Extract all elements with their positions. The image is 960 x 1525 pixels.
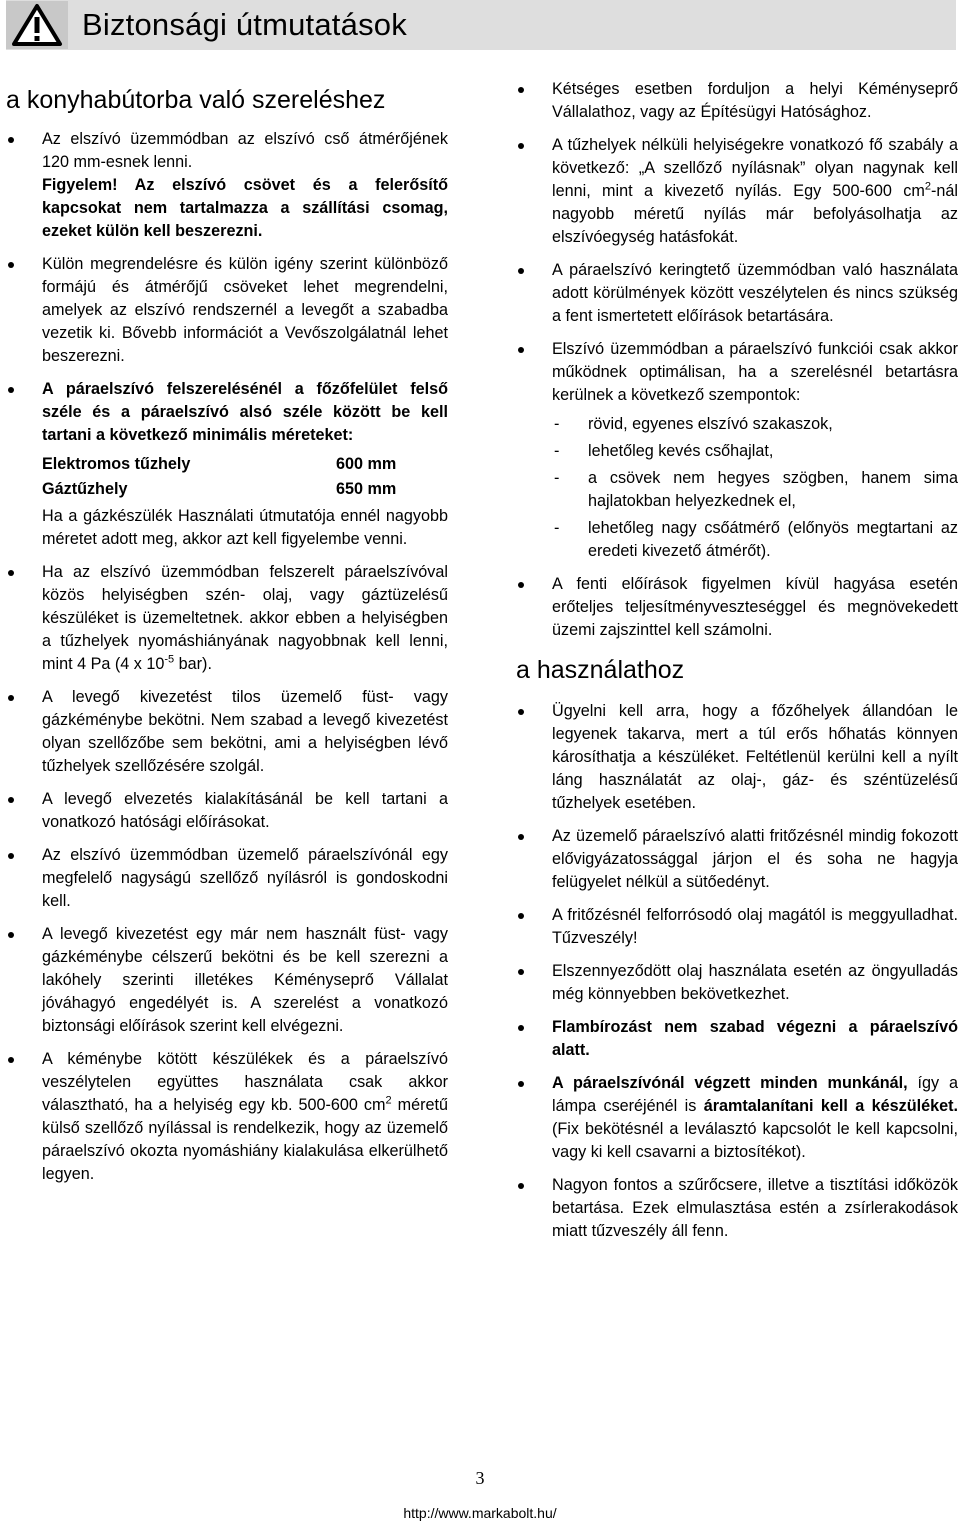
item-text: Az elszívó üzemmódban üzemelő páraelszívónál egy megfelelő nagyságú szellőző nyílásról is gondoskodni kell.	[42, 846, 448, 910]
list-item	[6, 1048, 448, 1186]
list-item	[6, 844, 448, 913]
item-bold-text: Figyelem! Az elszívó csövet és a felerősítő kapcsokat nem tartalmazza a szállítási csomag, ezeket külön kell beszerezni.	[42, 176, 448, 240]
item-text-end: (Fix bekötésnél a leválasztó kapcsolót le kell kapcsolni, vagy ki kell csavarni a biztosítékot).	[552, 1120, 958, 1161]
item-text-end: méretű külső szellőző nyílással is rendelkezik, hogy az üzemelő páraelszívó okozta nyomáshiány kialakulása elkerülhető legyen.	[42, 1096, 448, 1183]
item-text: A levegő elvezetés kialakításánál be kell tartani a vonatkozó hatósági előírásokat.	[42, 790, 448, 831]
list-item	[6, 788, 448, 834]
page-number: 3	[475, 1468, 485, 1488]
list-item	[516, 573, 958, 642]
list-item	[516, 338, 958, 563]
item-bold-text: áramtalanítani kell a készüléket.	[703, 1097, 959, 1115]
usage-list	[516, 700, 958, 1243]
list-item	[516, 259, 958, 328]
dash-item: - lehetőleg nagy csőátmérő (előnyös megtartani az eredeti kivezető átmérőt).	[552, 517, 958, 563]
dimension-row	[42, 453, 448, 476]
item-text: Az üzemelő páraelszívó alatti fritőzésnél mindig fokozott elővigyázatossággal járjon el és soha ne hagyja felügyelet nélkül a sütőedényt.	[552, 827, 958, 891]
section-title-installation: a konyhabútorba való szereléshez	[6, 86, 386, 114]
item-text: A kéménybe kötött készülékek és a páraelszívó veszélytelen együttes használata csak akkor választható, ha a helyiség egy kb. 500-600 cm	[42, 1050, 448, 1114]
item-text: Kétséges esetben forduljon a helyi Kéményseprő Vállalathoz, vagy az Építésügyi Hatósághoz.	[552, 80, 958, 121]
dimension-value: 650 mm	[336, 480, 397, 498]
dimension-label: Elektromos tűzhely	[42, 455, 191, 473]
item-text: Ügyelni kell arra, hogy a főzőhelyek állandóan le legyenek takarva, mert a túl erős hőhatás könnyen károsíthatja a készüléket. Feltétlenül kerülni kell a nyílt láng használatát az olaj-, gáz- és széntüzelésű tűzhelyek esetében.	[552, 702, 958, 812]
item-text: Külön megrendelésre és külön igény szerint különböző formájú és átmérőjű csöveket lehet megrendelni, amelyek az elszívó rendszernél a levegőt a szabadba vezetik ki. Bővebb információt a Vevőszolgálatnál lehet beszerezni.	[42, 255, 448, 365]
list-item	[516, 700, 958, 815]
item-text: Elszívó üzemmódban a páraelszívó funkciói csak akkor működnek optimálisan, ha a szerelésnél betartásra kerülnek a következő szempontok:	[552, 340, 958, 404]
item-text: Az elszívó üzemmódban az elszívó cső átmérőjének 120 mm-esnek lenni.	[42, 130, 448, 171]
dimension-row	[42, 478, 448, 501]
warning-icon-box	[6, 1, 68, 49]
installation-list	[6, 128, 448, 1186]
superscript: 2	[385, 1094, 392, 1107]
list-item	[516, 960, 958, 1006]
list-item	[516, 1072, 958, 1164]
warning-triangle-icon	[11, 3, 63, 47]
dash-item: - lehetőleg kevés csőhajlat,	[552, 440, 958, 463]
list-item	[6, 686, 448, 778]
list-item	[516, 904, 958, 950]
superscript: -5	[164, 653, 175, 666]
item-text: A fritőzésnél felforrósodó olaj magától is meggyulladhat. Tűzveszély!	[552, 906, 958, 947]
dash-item: - a csövek nem hegyes szögben, hanem sima hajlatokban helyezkednek el,	[552, 467, 958, 513]
dash-item: - rövid, egyenes elszívó szakaszok,	[552, 413, 958, 436]
list-item	[6, 378, 448, 551]
list-item	[6, 128, 448, 243]
page-header	[6, 0, 956, 50]
item-text-end: bar).	[174, 655, 212, 673]
list-item	[516, 1174, 958, 1243]
right-column	[516, 78, 958, 1253]
item-text: A páraelszívó keringtető üzemmódban való használata adott körülmények között veszélytelen és nincs szükség a fent ismertetett előírások betartására.	[552, 261, 958, 325]
item-bold-text: A páraelszívónál végzett minden munkánál,	[552, 1074, 908, 1092]
dimension-label: Gáztűzhely	[42, 480, 128, 498]
item-text-end: -nál nagyobb méretű nyílás már befolyásolhatja az elszívóegység hatásfokát.	[552, 182, 958, 246]
item-text: A levegő kivezetést tilos üzemelő füst- vagy gázkéménybe bekötni. Nem szabad a levegő kivezetést olyan szellőzőbe sem bekötni, ami a helyiségben lévő tűzhelyek szellőzésére szolgál.	[42, 688, 448, 775]
list-item	[516, 825, 958, 894]
item-bold-text: Flambírozást nem szabad végezni a páraelszívó alatt.	[552, 1018, 958, 1059]
item-text: A levegő kivezetést egy már nem használt füst- vagy gázkéménybe célszerű bekötni és be kell szerezni a lakóhely szerinti illetékes Kéményseprő Vállalat jóváhagyó engedélyét is. A szerelést a vonatkozó biztonsági előírások szerint kell elvégezni.	[42, 925, 448, 1035]
superscript: 2	[924, 180, 931, 193]
list-item	[6, 923, 448, 1038]
list-item	[516, 78, 958, 124]
item-text: A fenti előírások figyelmen kívül hagyása esetén erőteljes teljesítményveszteséggel és megnövekedett üzemi zajszinttel kell számolni.	[552, 575, 958, 639]
left-column	[6, 78, 448, 1196]
item-text: így a lámpa cseréjénél is	[552, 1074, 958, 1115]
item-text: Nagyon fontos a szűrőcsere, illetve a tisztítási időközök betartása. Ezek elmulasztása estén a zsírlerakodások miatt tűzveszély áll fenn.	[552, 1176, 958, 1240]
item-text: Elszennyeződött olaj használata esetén az öngyulladás még könnyebben bekövetkezhet.	[552, 962, 958, 1003]
item-text: A tűzhelyek nélküli helyiségekre vonatkozó fő szabály a következő: „A szellőző nyílásnak” olyan nagynak kell lenni, mint a kivezető nyílás. Egy 500-600 cm	[552, 136, 958, 200]
item-bold-text: A páraelszívó felszerelésénél a főzőfelület felső széle és a páraelszívó alsó széle között be kell tartani a következő minimális méreteket:	[42, 380, 448, 444]
list-item	[516, 134, 958, 249]
page-title: Biztonsági útmutatások	[82, 7, 407, 42]
item-text: Ha a gázkészülék Használati útmutatója ennél nagyobb méretet adott meg, akkor azt kell figyelembe venni.	[42, 507, 448, 548]
dash-list	[552, 413, 958, 563]
item-text: Ha az elszívó üzemmódban felszerelt páraelszívóval közös helyiségben szén- olaj, vagy gáztüzelésű készüléket is üzemeltetnek. akkor ebben a helyiségben a tűzhelyek nyomáshiányának nagyobbnak kell lenni, mint 4 Pa (4 x 10	[42, 563, 448, 673]
dimension-value: 600 mm	[336, 455, 397, 473]
list-item	[6, 253, 448, 368]
list-item	[6, 561, 448, 676]
list-item	[516, 1016, 958, 1062]
footer-url: http://www.markabolt.hu/	[403, 1505, 557, 1521]
installation-list-continued	[516, 78, 958, 642]
section-title-usage: a használathoz	[516, 656, 685, 684]
